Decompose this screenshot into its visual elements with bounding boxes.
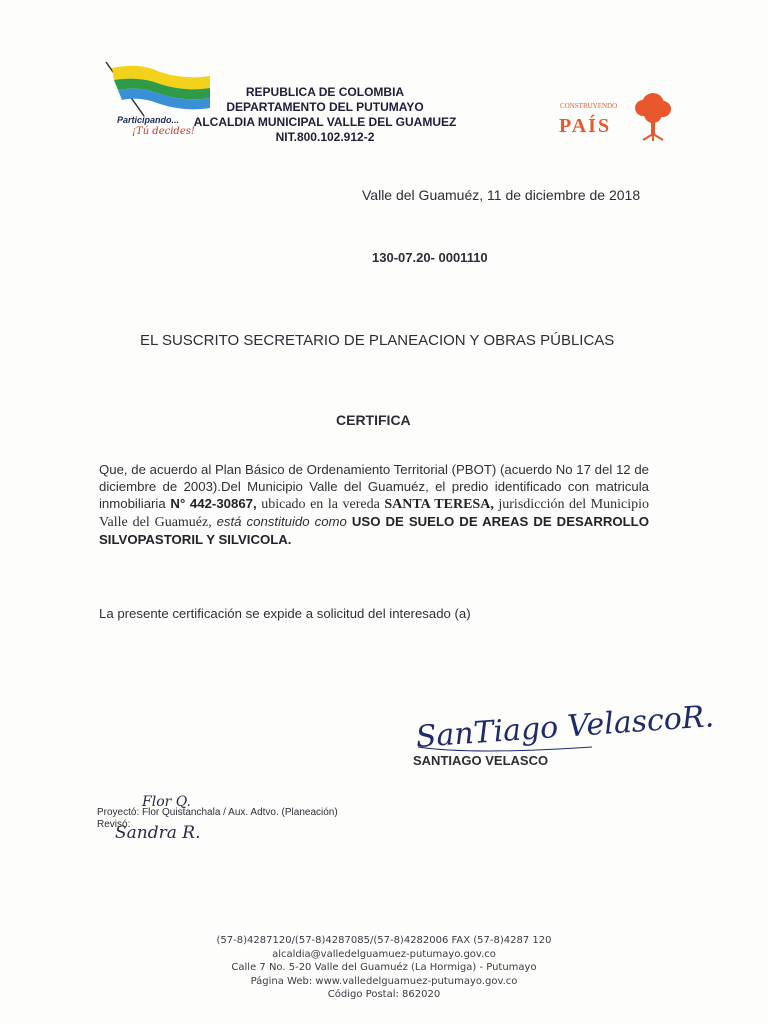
footer-address: Calle 7 No. 5-20 Valle del Guamuéz (La Hormiga) - Putumayo [231,962,537,973]
body-text-2: ubicado en la vereda [256,497,385,512]
document-footer [0,934,768,1002]
tree-icon [635,93,671,141]
reviso-credit: Revisó: [97,819,131,830]
document-date: Valle del Guamuéz, 11 de diciembre de 2018 [362,187,641,203]
body-text-1: Que, de acuerdo al Plan Básico de Ordenamiento Territorial (PBOT) (acuerdo No 17 del 12 de diciembre de 2003).Del Municipio Valle del Guamuéz, el predio identificado con matricula inmobiliaria [99,462,649,511]
proyecto-credit: Proyectó: Flor Quistanchala / Aux. Adtvo. (Planeación) [97,807,338,818]
footer-web: Página Web: www.valledelguamuez-putumayo.gov.co [250,975,518,987]
matricula-number: N° 442-30867, [170,496,257,511]
signature-text: SanTiago VelascoR. [414,699,716,755]
document-reference: 130-07.20- 0001110 [372,250,488,265]
body-text-4: está constituido como [216,514,347,529]
vereda-name: SANTA TERESA, [384,497,494,512]
construyendo-pais-logo [555,88,685,146]
letterhead-line-nit: NIT.800.102.912-2 [275,130,375,144]
letterhead-title [190,85,460,145]
certifica-heading: CERTIFICA [336,412,411,428]
initials-flor-text: Flor Q. [142,794,191,810]
logo-slogan-participando: Participando... [117,115,180,125]
logo-slogan-tu-decides: ¡Tú decides! [132,126,195,137]
certificate-body [99,461,649,548]
letterhead-line-alcaldia: ALCALDIA MUNICIPAL VALLE DEL GUAMUEZ [193,115,457,129]
footer-email: alcaldia@valledelguamuez-putumayo.gov.co [272,948,496,960]
signer-name: SANTIAGO VELASCO [413,753,549,768]
presente-statement: La presente certificación se expide a solicitud del interesado (a) [99,606,471,621]
body-text-3: jurisdicción del Municipio Valle del Guamuéz, [99,497,649,530]
letterhead-line-departamento: DEPARTAMENTO DEL PUTUMAYO [226,100,424,114]
land-use-classification: USO DE SUELO DE AREAS DE DESARROLLO SILVOPASTORIL Y SILVICOLA. [99,514,649,547]
footer-phones: (57-8)4287120/(57-8)4287085/(57-8)4282006 FAX (57-8)4287 120 [216,935,552,946]
pais-big-text: PAÍS [559,115,612,137]
pais-small-text: CONSTRUYENDO [560,102,618,110]
document-issuer-title: EL SUSCRITO SECRETARIO DE PLANEACION Y OBRAS PÚBLICAS [140,332,615,349]
footer-postal: Código Postal: 862020 [327,989,441,1000]
initials-sandra-text: Sandra R. [115,823,201,843]
letterhead-line-republica: REPUBLICA DE COLOMBIA [245,85,405,99]
